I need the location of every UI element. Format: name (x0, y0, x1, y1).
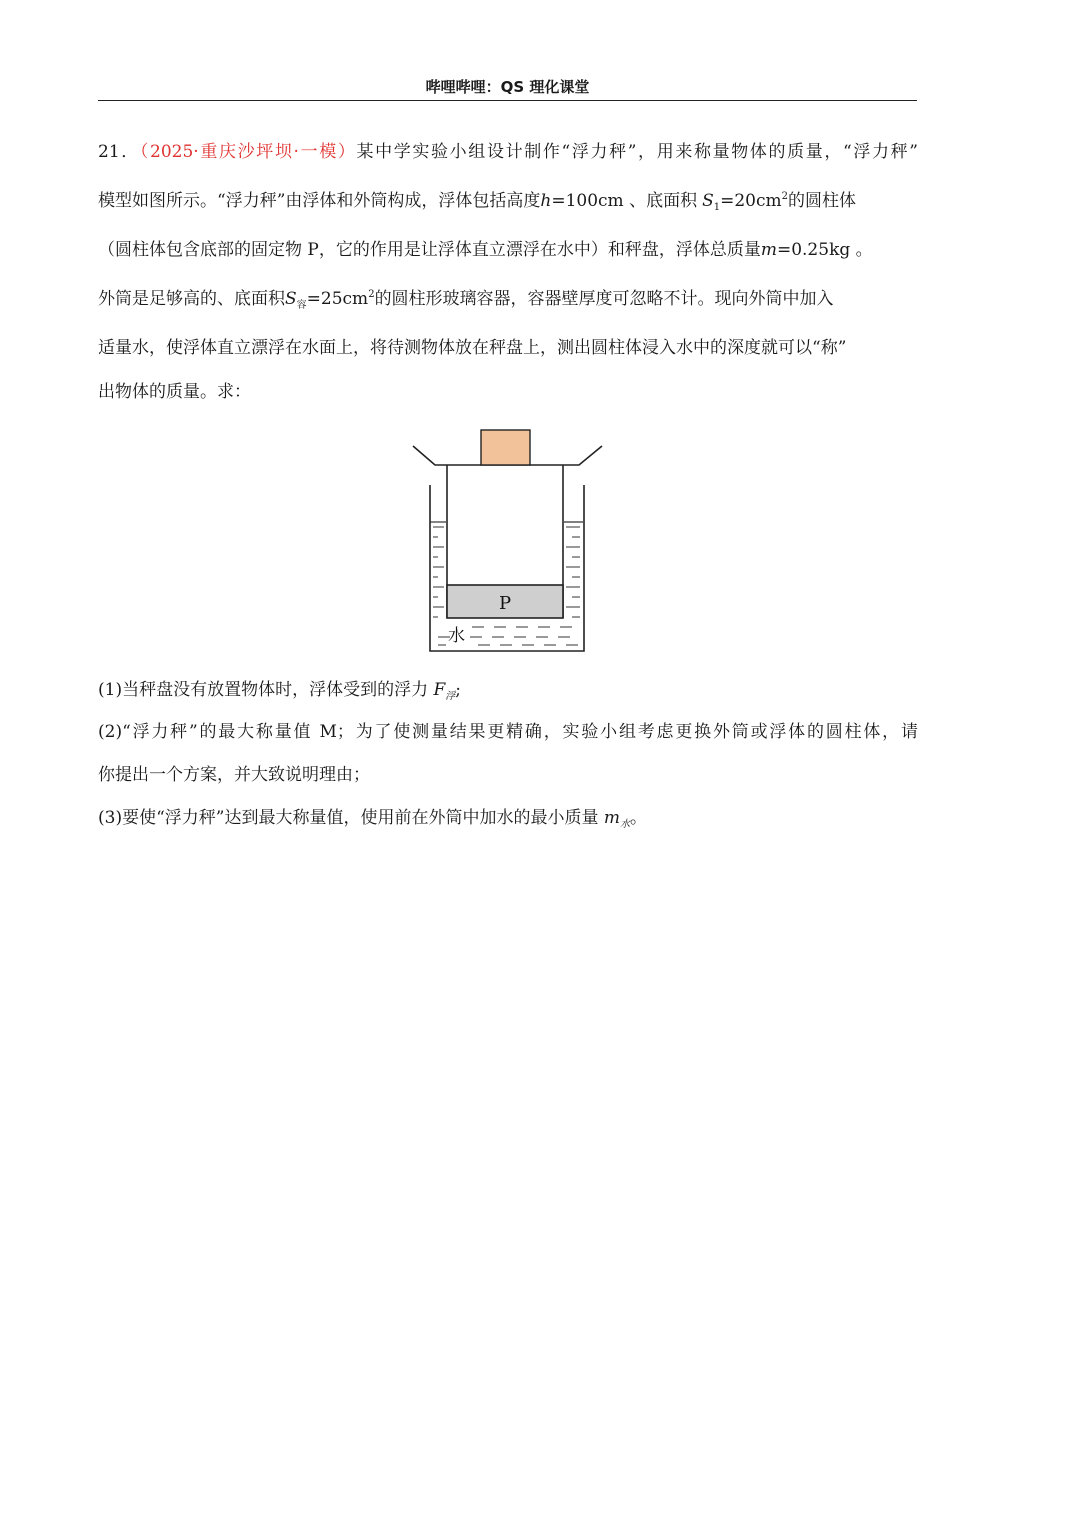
question-text-2a: 模型如图所示。“浮力秤”由浮体和外筒构成，浮体包括高度 (98, 191, 541, 211)
question-source: （2025·重庆沙坪坝·一模） (139, 142, 357, 162)
var-f-buoyancy: F (433, 680, 446, 700)
floating-scale-diagram (408, 425, 608, 657)
water-lines-left (433, 527, 444, 617)
question-line-1 (98, 140, 918, 164)
part-1 (98, 678, 918, 702)
p-label: P (498, 593, 512, 614)
question-line-4 (98, 287, 918, 311)
weighed-object (481, 430, 530, 465)
var-s1: S (702, 191, 714, 211)
question-number: 21． (98, 142, 140, 162)
page-header-title: 哔哩哔哩：QS 理化课堂 (425, 78, 590, 96)
var-s-rong-sub: 容 (296, 300, 307, 311)
question-line-2 (98, 189, 918, 213)
question-text-1: 某中学实验小组设计制作“浮力秤”，用来称量物体的质量，“浮力秤” (356, 142, 918, 162)
floating-scale-figure (408, 425, 608, 661)
var-s-rong: S (285, 289, 297, 309)
question-text-3a: （圆柱体包含底部的固定物 P，它的作用是让浮体直立漂浮在水中）和秤盘，浮体总质量 (98, 240, 761, 260)
var-m: m (760, 240, 777, 260)
question-text-4c: 的圆柱形玻璃容器，容器壁厚度可忽略不计。现向外筒中加入 (374, 289, 834, 309)
unit-sup-2: 2 (781, 191, 789, 202)
question-text-4b: =25cm (306, 289, 369, 309)
question-line-6: 出物体的质量。求： (98, 382, 251, 402)
question-text-2c: =20cm (720, 191, 782, 211)
var-m-sub: 水 (620, 819, 630, 830)
question-line-5: 适量水，使浮体直立漂浮在水面上，将待测物体放在秤盘上，测出圆柱体浸入水中的深度就可以“称” (98, 338, 847, 358)
part-3-end: 。 (630, 808, 647, 828)
part-3-text: (3)要使“浮力秤”达到最大称量值，使用前在外筒中加水的最小质量 (98, 808, 599, 828)
unit-sup-4: 2 (368, 289, 375, 300)
question-text-3b: =0.25kg 。 (776, 240, 873, 260)
var-s1-sub: 1 (713, 202, 721, 213)
part-1-text: (1)当秤盘没有放置物体时，浮体受到的浮力 (98, 680, 429, 700)
question-text-2b: =100cm 、底面积 (551, 191, 698, 211)
question-line-3 (98, 238, 918, 262)
part-1-end: ; (455, 680, 462, 700)
part-2-line-2: 你提出一个方案，并大致说明理由； (98, 765, 370, 785)
water-lines-right (566, 527, 580, 617)
question-text-2d: 的圆柱体 (788, 191, 857, 211)
part-2-line-1: (2)“浮力秤”的最大称量值 M；为了使测量结果更精确，实验小组考虑更换外筒或浮体的圆柱体，请 (98, 722, 918, 742)
var-f-sub: 浮 (445, 691, 456, 702)
var-m-water: m (603, 808, 620, 828)
var-h: h (540, 191, 552, 211)
part-3 (98, 806, 918, 830)
question-text-4a: 外筒是足够高的、底面积 (98, 289, 285, 309)
header-divider (98, 100, 917, 101)
water-label: 水 (448, 626, 465, 646)
